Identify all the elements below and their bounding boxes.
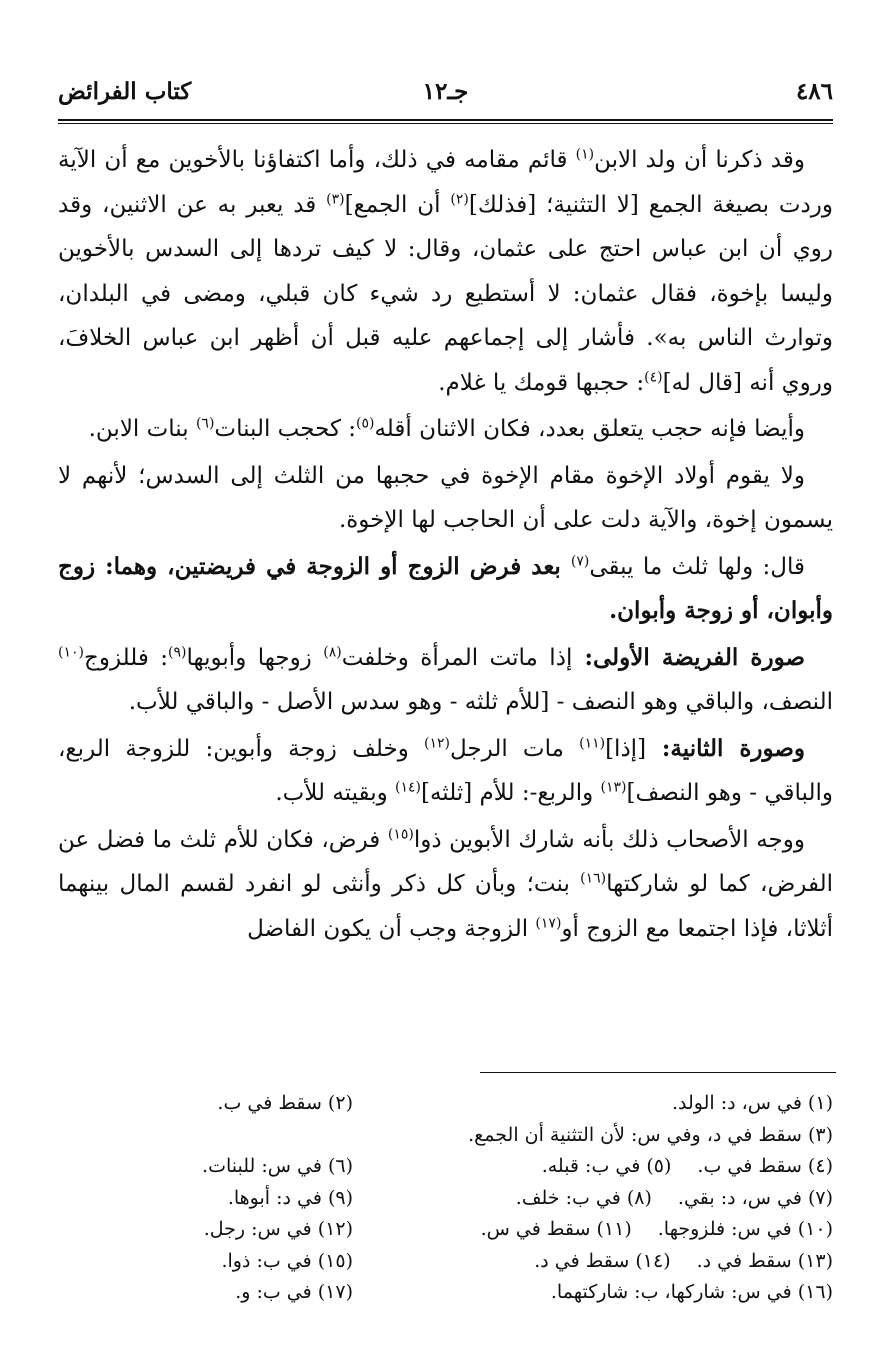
footnotes [58, 1088, 833, 1309]
footnote-1: (١) في س، د: الولد. [671, 1092, 833, 1114]
footnote-15: (١٥) في ب: ذوا. [221, 1249, 353, 1272]
footnote-separator [480, 1072, 836, 1073]
footnote-ref: (١) [575, 146, 595, 163]
footnote-ref: (١٧) [535, 914, 562, 931]
footnote-ref: (٨) [323, 643, 342, 660]
text-run: النصف، والباقي وهو النصف - [للأم ثلثه - وهو سدس الأصل - والباقي للأب. [128, 689, 833, 715]
paragraph-1 [58, 138, 833, 405]
text-run: بنت؛ وبأن كل ذكر وأنثى لو انفرد لقسم المال بينهما أثلاثا، فإذا اجتمعا مع الزوج أو [58, 871, 833, 942]
footnote-row [58, 1246, 833, 1278]
text-run: زوجها وأبويها [186, 644, 324, 671]
text-run: أن الجمع] [344, 191, 451, 218]
text-run: والربع-: للأم [ثلثه] [421, 780, 601, 806]
page-header [58, 78, 833, 112]
footnote-14: (١٤) سقط في د. [534, 1249, 671, 1272]
footnote-ref: (٦) [195, 415, 215, 432]
footnote-ref: (٧) [570, 552, 590, 569]
footnote-ref: (١٠) [58, 643, 84, 660]
text-run: [إذا] [605, 735, 647, 762]
footnote-17: (١٧) في ب: و. [235, 1281, 353, 1303]
paragraph-7 [58, 818, 833, 952]
page-number: ٤٨٦ [795, 78, 833, 105]
footnote-6: (٦) في س: للبنات. [202, 1155, 353, 1177]
volume-label: جـ١٢ [422, 78, 469, 105]
footnote-ref: (٤) [644, 368, 663, 385]
footnote-10: (١٠) في س: فلزوجها. [657, 1218, 833, 1240]
paragraph-5 [58, 636, 833, 725]
text-run: الزوجة وجب أن يكون الفاضل [247, 915, 536, 942]
paragraph-6 [58, 727, 833, 816]
text-run: وخلف زوجة وأبوين: للزوجة الربع، والباقي - وهو النصف] [58, 735, 833, 806]
footnote-13: (١٣) سقط في د. [696, 1249, 833, 1272]
footnote-ref: (٩) [168, 643, 187, 660]
text-run: : كحجب البنات [214, 416, 356, 442]
footnote-7: (٧) في س، د: بقي. [677, 1186, 833, 1209]
text-run: : حجبها قومك يا غلام. [438, 369, 645, 396]
text-run: قد يعبر به عن الاثنين، وقد روي أن ابن عباس احتج على عثمان، وقال: لا كيف تردها إلى السدس بالأخوين وليسا بإخوة، فقال عثمان: لا أستطيع رد شيء كان قبلي، ومضى في البلدان، وتوارث الناس به». فأشار إلى إجماعهم عليه قبل أن أظهر ابن عباس الخلافَ، وروي أنه [قال له] [58, 191, 833, 396]
footnote-9: (٩) في د: أبوها. [227, 1186, 353, 1209]
footnote-row [58, 1277, 833, 1309]
bold-text-run: صورة الفريضة الأولى: [572, 643, 805, 671]
footnote-4-5 [433, 1151, 833, 1183]
footnote-12: (١٢) في س: رجل. [203, 1218, 353, 1240]
text-run: : فللزوج [83, 644, 169, 671]
footnote-row [58, 1214, 833, 1246]
footnote-2: (٢) سقط في ب. [217, 1092, 353, 1114]
footnote-ref: (٣) [326, 190, 345, 207]
footnote-16: (١٦) في س: شاركها، ب: شاركتهما. [550, 1281, 833, 1303]
text-run: وبقيته للأب. [275, 780, 396, 806]
text-run: قائم مقامه في ذلك، وأما اكتفاؤنا بالأخوين مع أن الآية وردت بصيغة الجمع [لا التثنية؛ [فذلك] [58, 147, 833, 218]
footnote-3: (٣) سقط في د، وفي س: لأن التثنية أن الجمع. [468, 1123, 833, 1146]
paragraph-3: ولا يقوم أولاد الإخوة مقام الإخوة في حجبها من الثلث إلى السدس؛ لأنهم لا يسمون إخوة، والآية دلت على أن الحاجب لها الإخوة. [58, 462, 833, 533]
footnote-row [58, 1151, 833, 1183]
footnote-ref: (١١) [579, 734, 606, 751]
bold-text-run: بعد فرض الزوج أو الزوجة في فريضتين، وهما: زوج وأبوان، أو زوجة وأبوان. [58, 552, 833, 624]
footnote-5: (٥) في ب: قبله. [541, 1155, 672, 1177]
text-run: ووجه الأصحاب ذلك بأنه شارك الأبوين ذوا [413, 826, 805, 853]
paragraph-2 [58, 407, 833, 452]
bold-text-run: وصورة الثانية: [646, 734, 806, 762]
text-run: إذا ماتت المرأة وخلفت [341, 644, 573, 671]
footnote-7-8 [433, 1183, 833, 1215]
text-run: وأيضا فإنه حجب يتعلق بعدد، فكان الاثنان أقله [374, 416, 805, 442]
book-title: كتاب الفرائض [58, 78, 192, 105]
footnote-ref: (٢) [450, 190, 469, 207]
footnote-10-11 [433, 1214, 833, 1246]
footnote-row [58, 1120, 833, 1152]
footnote-ref: (١٤) [395, 779, 421, 796]
main-text [58, 138, 833, 953]
text-run: بنات الابن. [88, 416, 196, 442]
footnote-row [58, 1088, 833, 1120]
footnote-13-14 [433, 1246, 833, 1278]
header-rule-thin [58, 123, 833, 124]
header-rule-thick [58, 119, 833, 121]
footnote-ref: (١٦) [580, 870, 607, 887]
text-run: مات الرجل [450, 735, 580, 762]
footnote-ref: (١٣) [600, 779, 627, 796]
footnote-row [58, 1183, 833, 1215]
footnote-11: (١١) سقط في س. [480, 1218, 632, 1240]
paragraph-4 [58, 545, 833, 634]
footnote-8: (٨) في ب: خلف. [515, 1186, 652, 1209]
footnote-ref: (٥) [355, 415, 375, 432]
footnote-4: (٤) سقط في ب. [697, 1155, 833, 1177]
text-run: وقد ذكرنا أن ولد الابن [594, 147, 805, 173]
text-run: قال: ولها ثلث ما يبقى [589, 553, 805, 580]
footnote-ref: (١٥) [387, 825, 414, 842]
text-run: فرض، فكان للأم ثلث ما فضل عن الفرض، كما لو شاركتها [58, 826, 833, 897]
footnote-ref: (١٢) [424, 734, 450, 751]
